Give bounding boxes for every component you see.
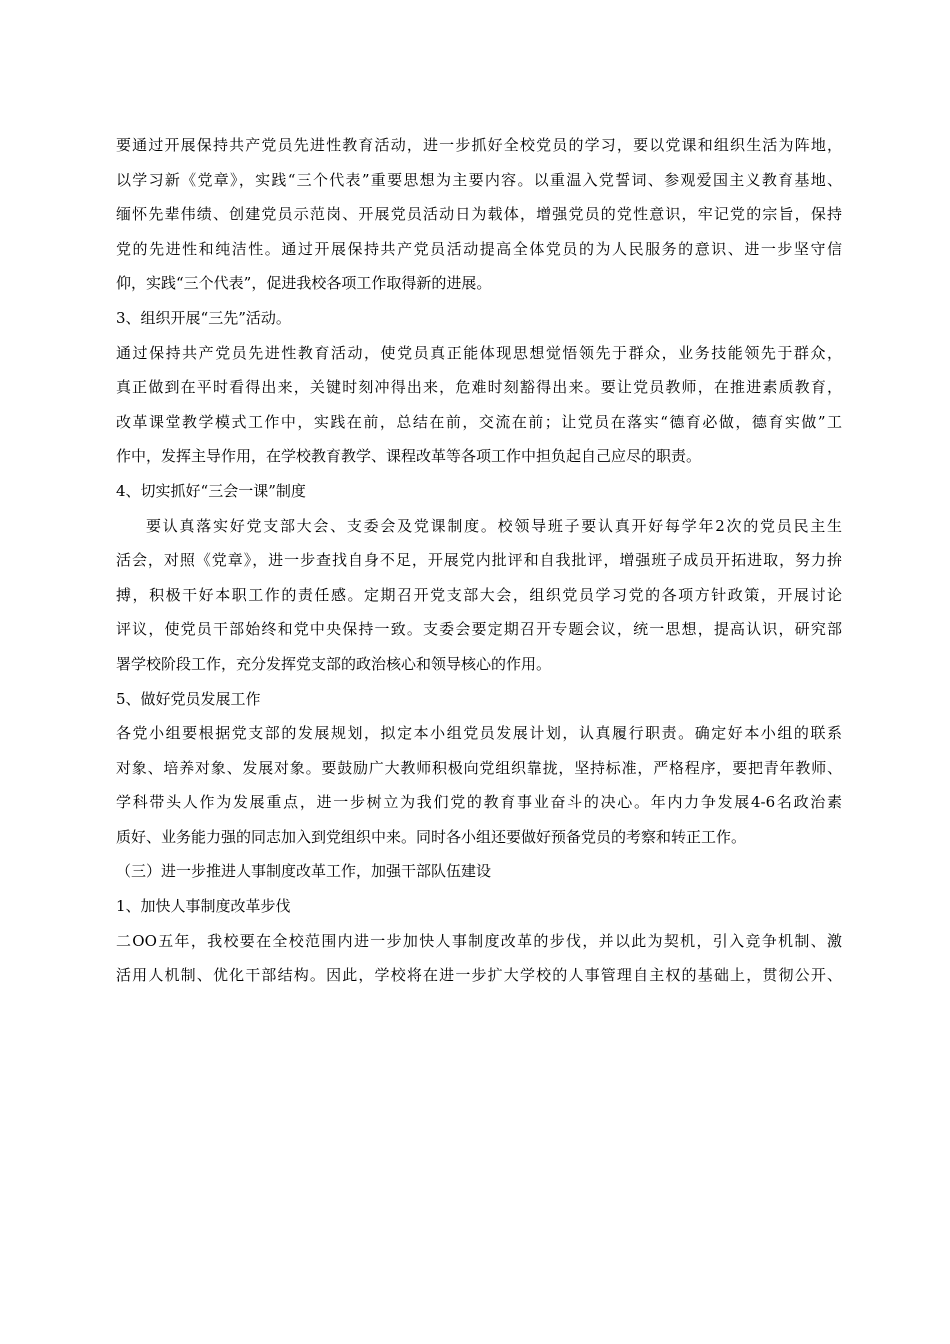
section-heading-5: 5、做好党员发展工作 xyxy=(116,689,261,708)
paragraph-three-meetings xyxy=(116,509,842,682)
text-line: 通过保持共产党员先进性教育活动，使党员真正能体现思想觉悟领先于群众，业务技能领先于群众， xyxy=(116,343,842,362)
text-line: 各党小组要根据党支部的发展规划，拟定本小组党员发展计划，认真履行职责。确定好本小组的联系 xyxy=(116,724,842,743)
section-heading-4: 4、切实抓好“三会一课”制度 xyxy=(116,481,306,500)
text-line: 真正做到在平时看得出来，关键时刻冲得出来，危难时刻豁得出来。要让党员教师，在推进素质教育， xyxy=(116,378,842,397)
text-line: 改革课堂教学模式工作中，实践在前，总结在前，交流在前；让党员在落实“德育必做，德育实做”工 xyxy=(116,412,842,431)
text-line: 署学校阶段工作，充分发挥党支部的政治核心和领导核心的作用。 xyxy=(116,654,552,673)
text-line: 质好、业务能力强的同志加入到党组织中来。同时各小组还要做好预备党员的考察和转正工作。 xyxy=(116,827,747,846)
paragraph-study xyxy=(116,128,842,301)
text-line: 评议，使党员干部始终和党中央保持一致。支委会要定期召开专题会议，统一思想，提高认识，研究部 xyxy=(116,620,842,639)
text-line: 学科带头人作为发展重点，进一步树立为我们党的教育事业奋斗的决心。年内力争发展4-6名政治素 xyxy=(116,793,842,812)
document-body xyxy=(116,128,842,993)
text-line: 活会，对照《党章》，进一步查找自身不足，开展党内批评和自我批评，增强班子成员开拓进取，努力拚 xyxy=(116,551,842,570)
text-line: 仰，实践“三个代表”，促进我校各项工作取得新的进展。 xyxy=(116,274,492,293)
paragraph-three-first xyxy=(116,336,842,474)
text-line: 二OO五年，我校要在全校范围内进一步加快人事制度改革的步伐，并以此为契机，引入竞争机制、激 xyxy=(116,931,842,950)
text-line: 对象、培养对象、发展对象。要鼓励广大教师积极向党组织靠拢，坚持标准，严格程序，要把青年教师、 xyxy=(116,758,842,777)
paragraph-personnel-reform xyxy=(116,924,842,993)
text-line: 要通过开展保持共产党员先进性教育活动，进一步抓好全校党员的学习，要以党课和组织生活为阵地， xyxy=(116,136,842,154)
section-heading-part-3: （三）进一步推进人事制度改革工作，加强干部队伍建设 xyxy=(116,862,492,881)
section-heading-1: 1、加快人事制度改革步伐 xyxy=(116,897,291,916)
text-line: 作中，发挥主导作用，在学校教育教学、课程改革等各项工作中担负起自己应尽的职责。 xyxy=(116,447,702,466)
section-heading-3: 3、组织开展“三先”活动。 xyxy=(116,308,291,327)
paragraph-development xyxy=(116,716,842,854)
text-line: 要认真落实好党支部大会、支委会及党课制度。校领导班子要认真开好每学年2次的党员民主生 xyxy=(146,516,842,535)
text-line: 活用人机制、优化干部结构。因此，学校将在进一步扩大学校的人事管理自主权的基础上，贯彻公开、 xyxy=(116,966,842,985)
text-line: 搏，积极干好本职工作的责任感。定期召开党支部大会，组织党员学习党的各项方针政策，开展讨论 xyxy=(116,585,842,604)
text-line: 以学习新《党章》，实践“三个代表”重要思想为主要内容。以重温入党誓词、参观爱国主义教育基地、 xyxy=(116,170,842,189)
text-line: 党的先进性和纯洁性。通过开展保持共产党员活动提高全体党员的为人民服务的意识、进一步坚守信 xyxy=(116,239,842,258)
text-line: 缅怀先辈伟绩、创建党员示范岗、开展党员活动日为载体，增强党员的党性意识，牢记党的宗旨，保持 xyxy=(116,205,842,224)
